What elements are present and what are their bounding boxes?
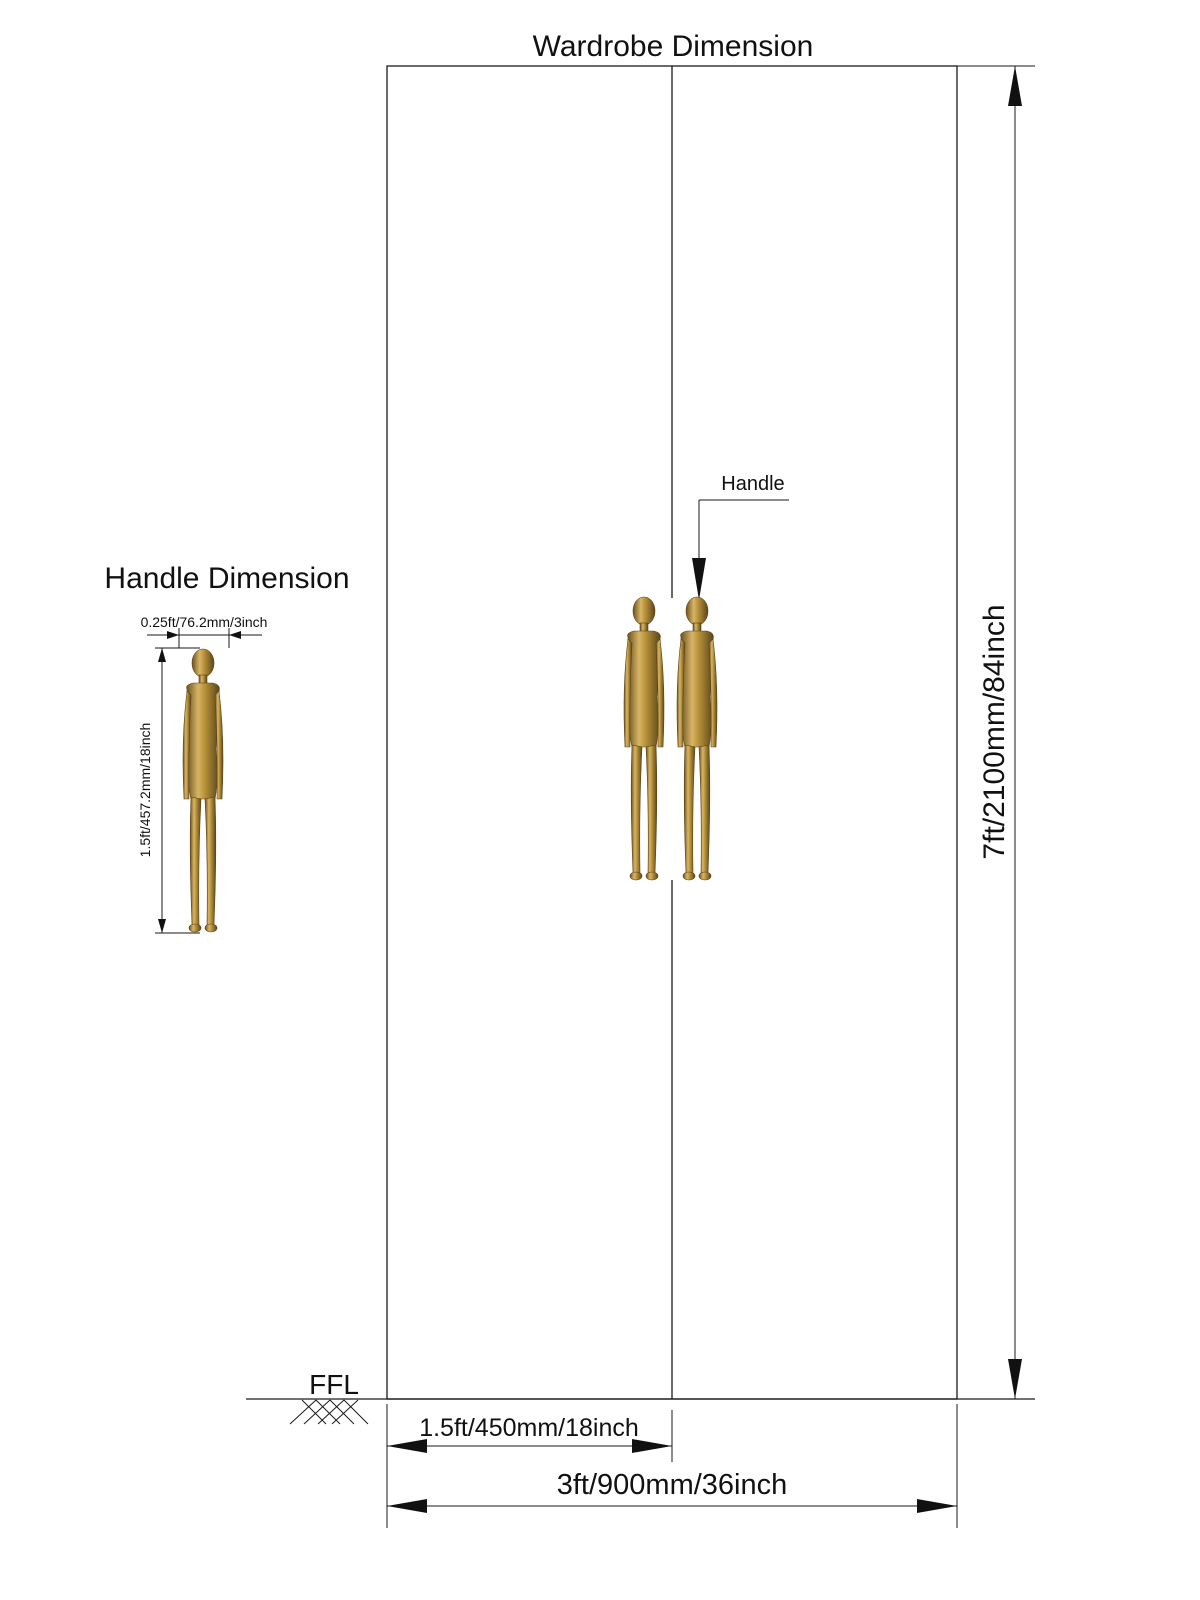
- handle-callout-label: Handle: [721, 473, 785, 495]
- handle-width-dimension: [141, 614, 268, 648]
- wardrobe-height-label: 7ft/2100mm/84inch: [978, 604, 1011, 860]
- ffl-label: FFL: [309, 1369, 359, 1400]
- height-arrow-top: [1008, 66, 1022, 106]
- total-width-label: 3ft/900mm/36inch: [556, 1469, 788, 1501]
- total-width-arrow-right: [917, 1499, 957, 1513]
- right-door-handle: [677, 597, 717, 880]
- handle-callout: [692, 473, 789, 600]
- floor-level: [246, 1369, 1035, 1424]
- handle-height-label: 1.5ft/457.2mm/18inch: [137, 722, 153, 858]
- floor-hatch: [290, 1400, 368, 1424]
- handle-width-arrow-right: [229, 631, 241, 639]
- wardrobe-outline: [387, 66, 957, 1399]
- handle-detail-figure: [183, 649, 223, 932]
- handle-height-arrow-bottom: [158, 919, 166, 933]
- handle-callout-arrow: [692, 558, 706, 600]
- door-width-label: 1.5ft/450mm/18inch: [419, 1414, 639, 1442]
- height-arrow-bottom: [1008, 1359, 1022, 1399]
- height-dimension: [957, 66, 1035, 1399]
- handle-width-label: 0.25ft/76.2mm/3inch: [140, 614, 268, 630]
- handle-width-arrow-left: [167, 631, 179, 639]
- handle-height-arrow-top: [158, 648, 166, 662]
- door-width-dimension: [387, 1404, 672, 1528]
- handle-detail-title: Handle Dimension: [104, 562, 350, 595]
- total-width-arrow-left: [387, 1499, 427, 1513]
- left-door-handle: [624, 597, 664, 880]
- wardrobe-title: Wardrobe Dimension: [532, 30, 814, 63]
